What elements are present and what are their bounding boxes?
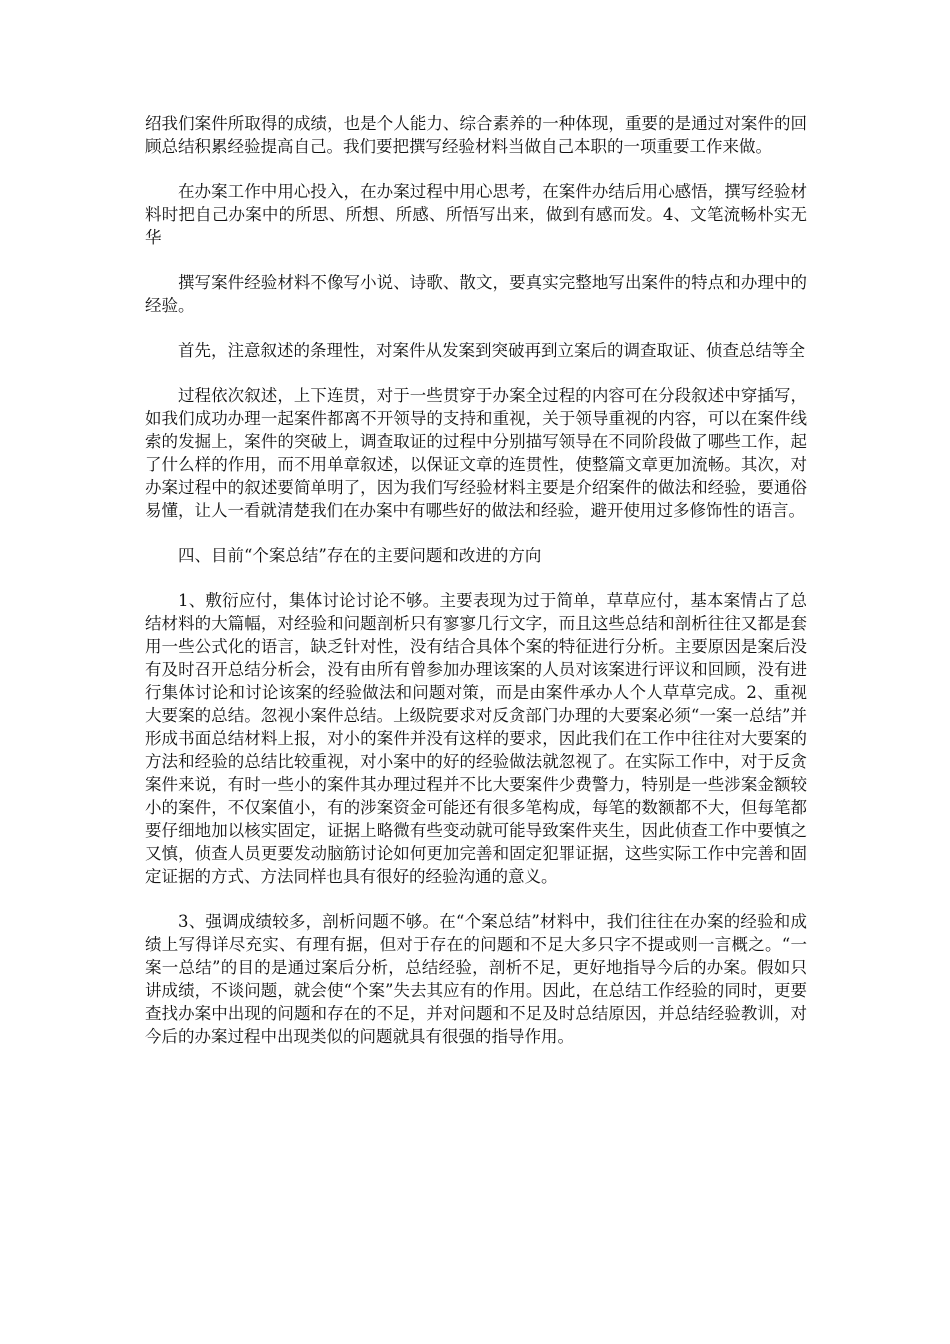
paragraph-narrative-detail: 过程依次叙述，上下连贯，对于一些贯穿于办案全过程的内容可在分段叙述中穿插写，如我们成功办理一起案件都离不开领导的支持和重视，关于领导重视的内容，可以在案件线索的发掘上，案件的突破上，调查取证的过程中分别描写领导在不同阶段做了哪些工作，起了什么样的作用，而不用单章叙述，以保证文章的连贯性，使整篇文章更加流畅。其次，对办案过程中的叙述要简单明了，因为我们写经验材料主要是介绍案件的做法和经验，要通俗易懂，让人一看就清楚我们在办案中有哪些好的做法和经验，避开使用过多修饰性的语言。 [145,386,807,520]
paragraph-narrative-order: 首先，注意叙述的条理性，对案件从发案到突破再到立案后的调查取证、侦查总结等全 [178,341,805,360]
paragraph-intro-continuation: 绍我们案件所取得的成绩，也是个人能力、综合素养的一种体现，重要的是通过对案件的回顾总结积累经验提高自己。我们要把撰写经验材料当做自己本职的一项重要工作来做。 [145,114,807,156]
paragraph-writing-style: 撰写案件经验材料不像写小说、诗歌、散文，要真实完整地写出案件的特点和办理中的经验。 [145,273,807,315]
paragraph-problem-1-2: 1、敷衍应付，集体讨论讨论不够。主要表现为过于简单，草草应付，基本案情占了总结材料的大篇幅，对经验和问题剖析只有寥寥几行文字，而且这些总结和剖析往往又都是套用一些公式化的语言，缺乏针对性，没有结合具体个案的特征进行分析。主要原因是案后没有及时召开总结分析会，没有由所有曾参加办理该案的人员对该案进行评议和回顾，没有进行集体讨论和讨论该案的经验做法和问题对策，而是由案件承办人个人草草完成。2、重视大要案的总结。忽视小案件总结。上级院要求对反贪部门办理的大要案必须“一案一总结”并形成书面总结材料上报，对小的案件并没有这样的要求，因此我们在工作中往往对大要案的方法和经验的总结比较重视，对小案中的好的经验做法就忽视了。在实际工作中，对于反贪案件来说，有时一些小的案件其办理过程并不比大要案件少费警力，特别是一些涉案金额较小的案件，不仅案值小，有的涉案资金可能还有很多笔构成，每笔的数额都不大，但每笔都要仔细地加以核实固定，证据上略微有些变动就可能导致案件夹生，因此侦查工作中要慎之又慎，侦查人员更要发动脑筋讨论如何更加完善和固定犯罪证据，这些实际工作中完善和固定证据的方式、方法同样也具有很好的经验沟通的意义。 [145,591,807,886]
paragraph-case-reflection: 在办案工作中用心投入，在办案过程中用心思考，在案件办结后用心感悟，撰写经验材料时把自己办案中的所思、所想、所感、所悟写出来，做到有感而发。4、文笔流畅朴实无华 [145,182,807,247]
section-heading-problems: 四、目前“个案总结”存在的主要问题和改进的方向 [178,546,542,565]
paragraph-problem-3: 3、强调成绩较多，剖析问题不够。在“个案总结”材料中，我们往往在办案的经验和成绩上写得详尽充实、有理有据，但对于存在的问题和不足大多只字不提或则一言概之。“一案一总结”的目的是通过案后分析，总结经验，剖析不足，更好地指导今后的办案。假如只讲成绩，不谈问题，就会使“个案”失去其应有的作用。因此，在总结工作经验的同时，更要查找办案中出现的问题和存在的不足，并对问题和不足及时总结原因，并总结经验教训，对今后的办案过程中出现类似的问题就具有很强的指导作用。 [145,912,807,1046]
document-body [145,112,807,1070]
